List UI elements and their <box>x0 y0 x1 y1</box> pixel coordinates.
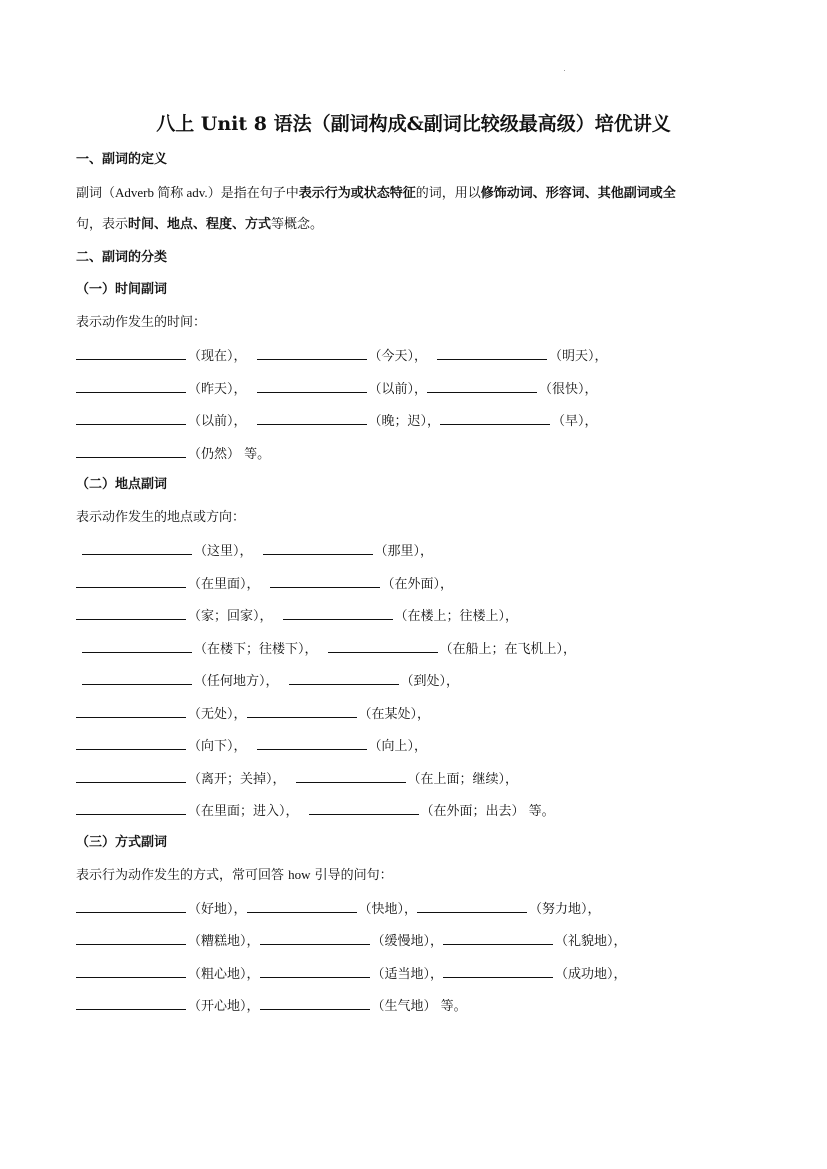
answer-blank[interactable] <box>257 346 367 360</box>
hint: （快地）， <box>358 902 418 917</box>
hint: （离开；关掉）， <box>188 772 286 787</box>
def-bold: 表示行为或状态特征 <box>298 186 416 201</box>
answer-blank[interactable] <box>76 346 186 360</box>
answer-blank[interactable] <box>76 769 186 783</box>
hint: （缓慢地）， <box>371 934 444 949</box>
hint: （到处）， <box>400 674 460 689</box>
answer-blank[interactable] <box>82 671 192 685</box>
hint: （晚；迟）， <box>368 414 441 429</box>
answer-blank[interactable] <box>296 769 406 783</box>
exercise-row <box>76 606 518 626</box>
hint: （现在）， <box>188 349 247 364</box>
answer-blank[interactable] <box>289 671 399 685</box>
answer-blank[interactable] <box>427 379 537 393</box>
exercise-row <box>76 964 627 984</box>
answer-blank[interactable] <box>76 899 186 913</box>
manner-adverbs-heading: （三）方式副词 <box>76 835 168 850</box>
exercise-row <box>76 736 427 756</box>
hint: （今天）， <box>368 349 428 364</box>
answer-blank[interactable] <box>260 964 370 978</box>
answer-blank[interactable] <box>257 411 367 425</box>
answer-blank[interactable] <box>82 541 192 555</box>
answer-blank[interactable] <box>270 574 380 588</box>
answer-blank[interactable] <box>437 346 547 360</box>
answer-blank[interactable] <box>283 606 393 620</box>
hint: （成功地）， <box>555 967 627 982</box>
hint: （仍然） 等。 <box>188 447 271 462</box>
hint: （努力地）， <box>529 902 601 917</box>
hint: （在楼下；往楼下）， <box>194 642 318 657</box>
answer-blank[interactable] <box>76 736 186 750</box>
hint: （无处）， <box>188 707 247 722</box>
exercise-row <box>76 769 518 789</box>
hint: （向下）， <box>188 739 247 754</box>
manner-intro <box>76 866 393 885</box>
hint: （礼貌地）， <box>555 934 627 949</box>
exercise-row <box>76 346 608 366</box>
answer-blank[interactable] <box>76 606 186 620</box>
hint: （糟糕地）， <box>188 934 260 949</box>
hint: （很快）， <box>539 382 598 397</box>
hint: （开心地）， <box>188 999 260 1014</box>
exercise-row <box>82 671 459 691</box>
definition-line-2 <box>76 216 323 234</box>
answer-blank[interactable] <box>76 964 186 978</box>
hint: （那里）， <box>374 544 434 559</box>
def-text: 等概念。 <box>271 217 324 232</box>
exercise-row <box>76 801 555 821</box>
def-text: Adverb 简称 adv. <box>115 185 208 200</box>
answer-blank[interactable] <box>443 964 553 978</box>
hint: （在上面；继续）， <box>407 772 519 787</box>
section2-heading: 二、副词的分类 <box>76 250 168 265</box>
answer-blank[interactable] <box>257 736 367 750</box>
exercise-row <box>76 996 467 1016</box>
hint: （向上）， <box>368 739 428 754</box>
answer-blank[interactable] <box>440 411 550 425</box>
answer-blank[interactable] <box>82 639 192 653</box>
time-adverbs-heading: （一）时间副词 <box>76 282 168 297</box>
answer-blank[interactable] <box>76 444 186 458</box>
hint: （生气地） 等。 <box>371 999 467 1014</box>
exercise-row <box>76 899 601 919</box>
exercise-row <box>76 411 598 431</box>
time-intro: 表示动作发生的时间： <box>76 315 207 330</box>
hint: （家；回家）， <box>188 609 273 624</box>
answer-blank[interactable] <box>76 379 186 393</box>
def-text: 副词（ <box>76 186 116 201</box>
def-text: 的词，用以 <box>415 186 481 201</box>
hint: （任何地方）， <box>194 674 279 689</box>
hint: （早）， <box>552 414 598 429</box>
hint: （粗心地）， <box>188 967 260 982</box>
place-adverbs-heading: （二）地点副词 <box>76 477 168 492</box>
answer-blank[interactable] <box>76 704 186 718</box>
hint: （在里面；进入）， <box>188 804 299 819</box>
hint: （昨天）， <box>188 382 247 397</box>
answer-blank[interactable] <box>257 379 367 393</box>
answer-blank[interactable] <box>247 704 357 718</box>
hint: （这里）， <box>194 544 253 559</box>
hint: （在某处）， <box>358 707 431 722</box>
intro-text: 引导的问句： <box>310 868 393 883</box>
exercise-row <box>76 704 430 724</box>
answer-blank[interactable] <box>260 931 370 945</box>
hint: （以前）， <box>368 382 428 397</box>
answer-blank[interactable] <box>328 639 438 653</box>
exercise-row <box>76 444 270 464</box>
hint: （好地）， <box>188 902 247 917</box>
section1-heading: 一、副词的定义 <box>76 152 168 167</box>
answer-blank[interactable] <box>309 801 419 815</box>
hint: （在楼上；往楼上）， <box>394 609 519 624</box>
exercise-row <box>82 541 433 561</box>
hint: （在船上；在飞机上）， <box>439 642 577 657</box>
def-text: ）是指在句子中 <box>207 186 299 201</box>
exercise-row <box>76 574 453 594</box>
answer-blank[interactable] <box>76 996 186 1010</box>
answer-blank[interactable] <box>76 411 186 425</box>
answer-blank[interactable] <box>260 996 370 1010</box>
definition-line-1 <box>76 184 676 203</box>
hint: （明天）， <box>549 349 608 364</box>
hint: （在里面）， <box>188 577 260 592</box>
intro-text: how <box>288 867 311 882</box>
answer-blank[interactable] <box>76 574 186 588</box>
intro-text: 表示行为动作发生的方式，常可回答 <box>76 868 289 883</box>
hint: （以前）， <box>188 414 247 429</box>
hint: （在外面；出去） 等。 <box>420 804 555 819</box>
answer-blank[interactable] <box>76 931 186 945</box>
hint: （适当地）， <box>371 967 444 982</box>
def-bold: 修饰动词、形容词、其他副词或全 <box>480 186 676 201</box>
answer-blank[interactable] <box>417 899 527 913</box>
exercise-row <box>76 931 627 951</box>
def-bold: 时间、地点、程度、方式 <box>128 217 272 232</box>
exercise-row <box>82 639 576 659</box>
answer-blank[interactable] <box>263 541 373 555</box>
def-text: 句，表示 <box>76 217 129 232</box>
answer-blank[interactable] <box>247 899 357 913</box>
answer-blank[interactable] <box>443 931 553 945</box>
answer-blank[interactable] <box>76 801 186 815</box>
hint: （在外面）， <box>381 577 454 592</box>
place-intro: 表示动作发生的地点或方向： <box>76 510 246 525</box>
scan-dot <box>564 70 565 71</box>
page-title: 八上 Unit 8 语法（副词构成&副词比较级最高级）培优讲义 <box>156 113 671 135</box>
exercise-row <box>76 379 598 399</box>
